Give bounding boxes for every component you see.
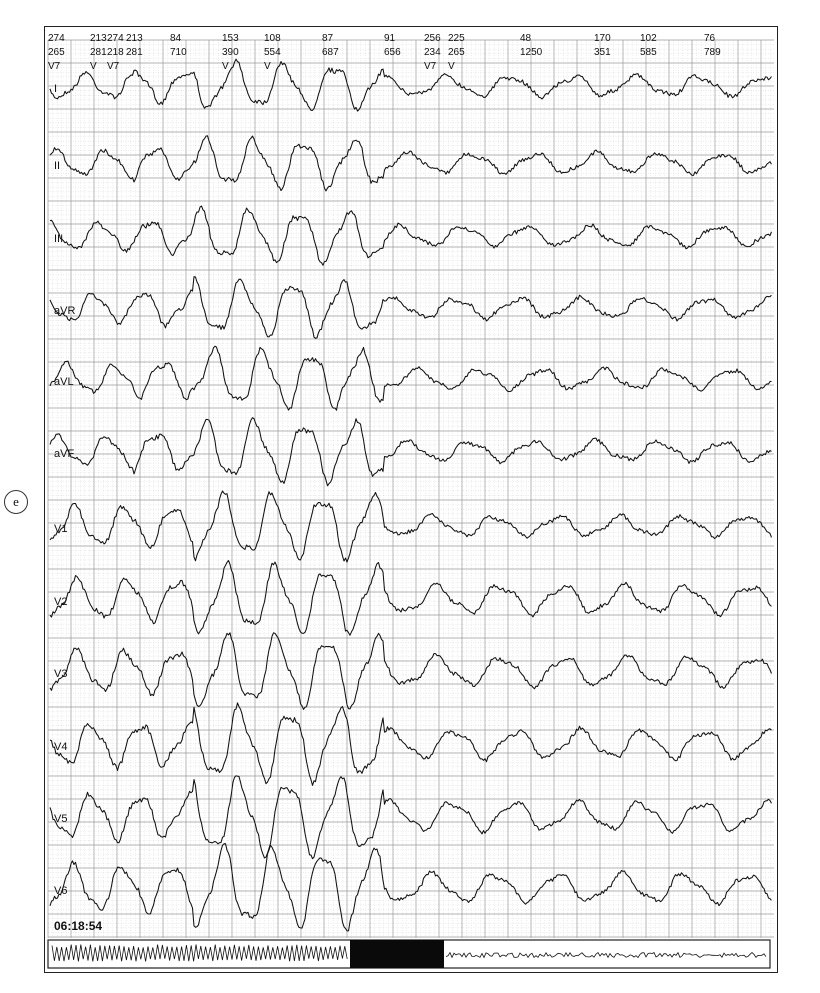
interval-top-value: 170 bbox=[594, 33, 611, 44]
interval-bottom-value: 265 bbox=[448, 47, 465, 58]
ecg-strip bbox=[44, 26, 778, 973]
interval-annotations bbox=[48, 33, 721, 72]
interval-bottom-value: 585 bbox=[640, 47, 657, 58]
interval-top-value: 213 bbox=[90, 33, 107, 44]
lead-label-v3: V3 bbox=[54, 668, 68, 680]
interval-top-value: 213 bbox=[126, 33, 143, 44]
interval-top-value: 84 bbox=[170, 33, 182, 44]
interval-marker: V7 bbox=[424, 61, 437, 72]
interval-annotation bbox=[640, 33, 657, 58]
interval-annotation bbox=[170, 33, 187, 58]
panel-label: e bbox=[4, 490, 28, 514]
interval-top-value: 153 bbox=[222, 33, 239, 44]
ecg-grid-minor bbox=[48, 40, 774, 938]
grid-minor-lines bbox=[48, 40, 774, 938]
interval-marker: V bbox=[448, 61, 455, 72]
interval-bottom-value: 687 bbox=[322, 47, 339, 58]
lead-label-v6: V6 bbox=[54, 885, 68, 897]
interval-annotation bbox=[107, 33, 124, 72]
lead-label-avr: aVR bbox=[54, 305, 76, 317]
interval-bottom-value: 281 bbox=[126, 47, 143, 58]
interval-bottom-value: 351 bbox=[594, 47, 611, 58]
interval-bottom-value: 656 bbox=[384, 47, 401, 58]
interval-bottom-value: 390 bbox=[222, 47, 239, 58]
lead-label-v5: V5 bbox=[54, 813, 68, 825]
interval-annotation bbox=[126, 33, 143, 58]
timestamp: 06:18:54 bbox=[54, 919, 103, 933]
interval-top-value: 225 bbox=[448, 33, 465, 44]
interval-bottom-value: 1250 bbox=[520, 47, 543, 58]
interval-marker: V7 bbox=[107, 61, 120, 72]
interval-annotation bbox=[90, 33, 107, 72]
interval-bottom-value: 281 bbox=[90, 47, 107, 58]
ecg-grid-major bbox=[48, 40, 774, 938]
interval-annotation bbox=[322, 33, 339, 58]
ecg-trace-v1 bbox=[50, 491, 772, 562]
interval-bottom-value: 710 bbox=[170, 47, 187, 58]
interval-annotation bbox=[222, 33, 239, 72]
interval-annotation bbox=[424, 33, 441, 72]
lead-label-ii: II bbox=[54, 160, 61, 172]
interval-marker: V7 bbox=[48, 61, 61, 72]
lead-label-avf: aVF bbox=[54, 448, 75, 460]
interval-top-value: 274 bbox=[48, 33, 65, 44]
lead-label-v2: V2 bbox=[54, 596, 68, 608]
grid-major-lines bbox=[48, 40, 774, 938]
interval-annotation bbox=[704, 33, 721, 58]
interval-top-value: 87 bbox=[322, 33, 334, 44]
interval-marker: V bbox=[222, 61, 229, 72]
interval-top-value: 274 bbox=[107, 33, 124, 44]
lead-label-v4: V4 bbox=[54, 741, 68, 753]
interval-top-value: 48 bbox=[520, 33, 532, 44]
lead-label-v1: V1 bbox=[54, 523, 68, 535]
interval-annotation bbox=[448, 33, 465, 72]
interval-bottom-value: 218 bbox=[107, 47, 124, 58]
interval-marker: V bbox=[264, 61, 271, 72]
interval-top-value: 91 bbox=[384, 33, 396, 44]
interval-top-value: 102 bbox=[640, 33, 657, 44]
interval-bottom-value: 554 bbox=[264, 47, 281, 58]
rhythm-strip bbox=[48, 940, 770, 968]
interval-annotation bbox=[594, 33, 611, 58]
interval-bottom-value: 789 bbox=[704, 47, 721, 58]
lead-label-iii: III bbox=[54, 233, 64, 245]
interval-top-value: 76 bbox=[704, 33, 716, 44]
interval-top-value: 256 bbox=[424, 33, 441, 44]
lead-label-i: I bbox=[54, 83, 58, 95]
interval-bottom-value: 265 bbox=[48, 47, 65, 58]
lead-label-avl: aVL bbox=[54, 376, 74, 388]
interval-bottom-value: 234 bbox=[424, 47, 441, 58]
interval-marker: V bbox=[90, 61, 97, 72]
rhythm-strip-black-bar bbox=[350, 940, 444, 968]
interval-top-value: 108 bbox=[264, 33, 281, 44]
interval-annotation bbox=[384, 33, 401, 58]
interval-annotation bbox=[48, 33, 65, 72]
